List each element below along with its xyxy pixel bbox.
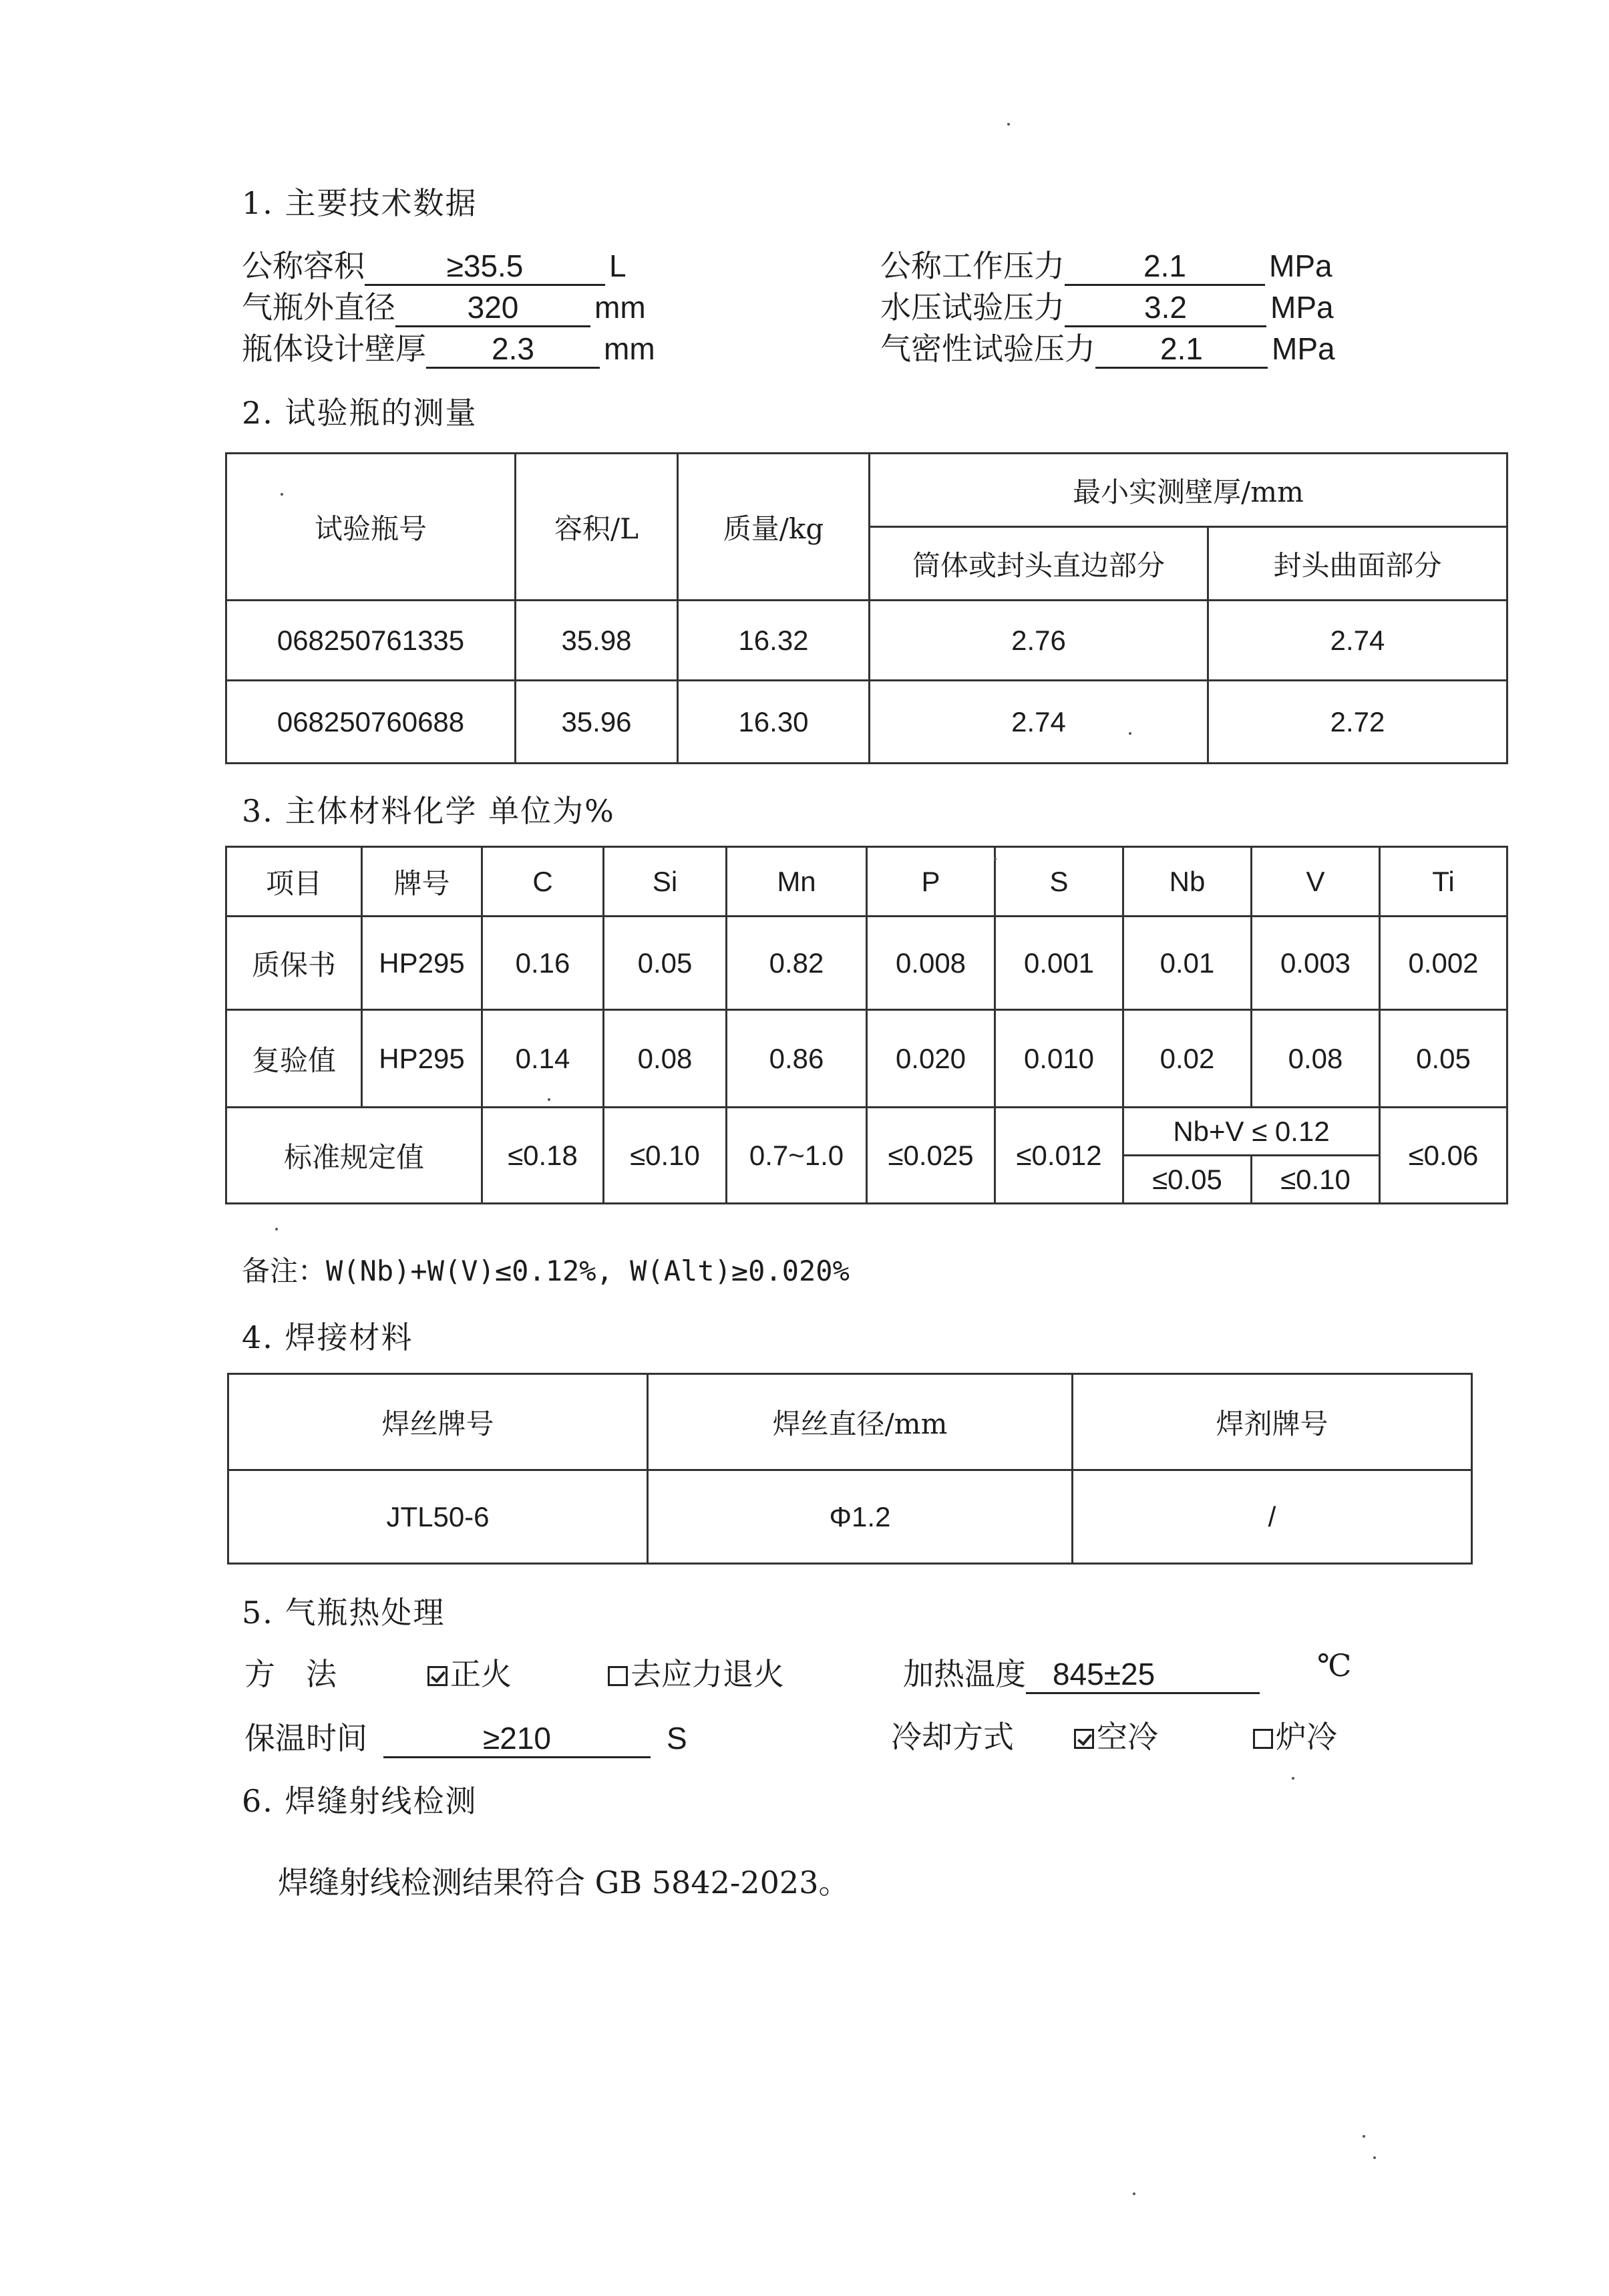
cell-straight: 2.76 — [870, 601, 1208, 681]
header-straight-part: 筒体或封头直边部分 — [870, 527, 1208, 601]
header-v: V — [1252, 847, 1380, 917]
cell-standard-label: 标准规定值 — [226, 1108, 482, 1204]
table-row — [226, 601, 1507, 681]
cell-wire-diameter: Φ1.2 — [648, 1470, 1073, 1564]
section-5-title: 5. 气瓶热处理 — [242, 1595, 445, 1631]
chemical-composition-table — [225, 846, 1508, 1204]
section-6-title: 6. 焊缝射线检测 — [242, 1783, 478, 1819]
cell-std-nbv: Nb+V ≤ 0.12 — [1123, 1108, 1380, 1156]
spec-value: ≥35.5 — [365, 248, 605, 286]
cell-std-v: ≤0.10 — [1252, 1156, 1380, 1204]
spec-outer-diameter — [242, 283, 646, 327]
option-label: 炉冷 — [1276, 1719, 1337, 1755]
spec-label: 公称工作压力 — [880, 248, 1065, 284]
table-row — [226, 1010, 1507, 1108]
spec-label: 气密性试验压力 — [880, 331, 1095, 367]
checkbox-checked-icon[interactable] — [1074, 1729, 1094, 1749]
cell-std-s: ≤0.012 — [995, 1108, 1123, 1204]
cooling-option-furnace[interactable] — [1253, 1713, 1337, 1757]
spec-unit: MPa — [1269, 249, 1332, 283]
hold-value: ≥210 — [383, 1720, 651, 1758]
method-option-stress-relief[interactable] — [608, 1650, 784, 1694]
cell-mass: 16.30 — [678, 681, 870, 764]
method-option-normalizing[interactable] — [427, 1650, 512, 1694]
spec-working-pressure — [880, 242, 1332, 286]
cell-std-ti: ≤0.06 — [1380, 1108, 1507, 1204]
scan-speck — [1363, 2135, 1365, 2138]
checkbox-checked-icon[interactable] — [427, 1666, 448, 1686]
cell-mn: 0.82 — [727, 917, 867, 1010]
scan-speck — [1133, 2192, 1135, 2195]
header-wire-grade: 焊丝牌号 — [228, 1374, 648, 1470]
cell-std-si: ≤0.10 — [604, 1108, 727, 1204]
cell-p: 0.008 — [867, 917, 995, 1010]
spec-hydro-pressure — [880, 283, 1334, 327]
heat-value: 845±25 — [1026, 1656, 1260, 1694]
scan-speck — [1292, 1777, 1294, 1780]
cell-grade: HP295 — [362, 1010, 482, 1108]
spec-unit: L — [609, 249, 627, 283]
cell-bottle-no: 068250760688 — [226, 681, 516, 764]
hold-unit: S — [667, 1721, 687, 1756]
spec-value: 2.1 — [1095, 331, 1268, 369]
cell-s: 0.001 — [995, 917, 1123, 1010]
holding-time — [244, 1714, 687, 1758]
cell-volume: 35.98 — [516, 601, 678, 681]
section-2-title: 2. 试验瓶的测量 — [242, 395, 478, 431]
cell-si: 0.08 — [604, 1010, 727, 1108]
spec-value: 3.2 — [1065, 289, 1266, 327]
cell-mass: 16.32 — [678, 601, 870, 681]
header-min-wall: 最小实测壁厚/mm — [870, 454, 1507, 527]
bottle-measurement-table — [225, 452, 1508, 764]
cell-std-c: ≤0.18 — [482, 1108, 604, 1204]
heating-temperature — [903, 1650, 1260, 1694]
cell-v: 0.08 — [1252, 1010, 1380, 1108]
cell-std-mn: 0.7~1.0 — [727, 1108, 867, 1204]
cell-grade: HP295 — [362, 917, 482, 1010]
header-mass: 质量/kg — [678, 454, 870, 601]
header-mn: Mn — [727, 847, 867, 917]
cell-item: 复验值 — [226, 1010, 362, 1108]
cell-ti: 0.05 — [1380, 1010, 1507, 1108]
header-item: 项目 — [226, 847, 362, 917]
cooling-label: 冷却方式 — [891, 1719, 1014, 1755]
header-s: S — [995, 847, 1123, 917]
table-row — [228, 1470, 1472, 1564]
cooling-option-air[interactable] — [1074, 1713, 1158, 1757]
cell-bottle-no: 068250761335 — [226, 601, 516, 681]
cell-ti: 0.002 — [1380, 917, 1507, 1010]
header-ti: Ti — [1380, 847, 1507, 917]
table-header-row — [226, 847, 1507, 917]
spec-value: 2.3 — [426, 331, 600, 369]
welding-material-table — [227, 1373, 1473, 1565]
standard-row — [226, 1108, 1507, 1156]
checkbox-unchecked-icon[interactable] — [1253, 1729, 1273, 1749]
cell-mn: 0.86 — [727, 1010, 867, 1108]
spec-unit: MPa — [1270, 290, 1334, 325]
header-wire-diameter: 焊丝直径/mm — [648, 1374, 1073, 1470]
heat-unit: ℃ — [1317, 1647, 1352, 1683]
header-c: C — [482, 847, 604, 917]
spec-label: 瓶体设计壁厚 — [242, 331, 426, 367]
cell-std-p: ≤0.025 — [867, 1108, 995, 1204]
header-volume: 容积/L — [516, 454, 678, 601]
scan-speck — [275, 1228, 278, 1231]
table-row — [226, 917, 1507, 1010]
option-label: 去应力退火 — [631, 1656, 784, 1692]
cell-nb: 0.01 — [1123, 917, 1252, 1010]
spec-unit: mm — [594, 290, 646, 325]
section-4-title: 4. 焊接材料 — [242, 1319, 413, 1355]
spec-nominal-volume — [242, 242, 627, 286]
cell-curved: 2.72 — [1208, 681, 1507, 764]
table-row — [226, 681, 1507, 764]
cell-curved: 2.74 — [1208, 601, 1507, 681]
section-3-title: 3. 主体材料化学 单位为% — [242, 793, 615, 829]
cell-p: 0.020 — [867, 1010, 995, 1108]
cell-std-nb: ≤0.05 — [1123, 1156, 1252, 1204]
scan-speck — [1007, 123, 1010, 126]
option-label: 正火 — [450, 1656, 512, 1692]
spec-label: 气瓶外直径 — [242, 289, 395, 325]
cell-item: 质保书 — [226, 917, 362, 1010]
scan-speck — [281, 493, 283, 496]
section-1-title: 1. 主要技术数据 — [242, 185, 478, 221]
header-bottle-no: 试验瓶号 — [226, 454, 516, 601]
header-nb: Nb — [1123, 847, 1252, 917]
scan-speck — [1129, 732, 1131, 735]
cell-si: 0.05 — [604, 917, 727, 1010]
table-header-row — [228, 1374, 1472, 1470]
header-curved-part: 封头曲面部分 — [1208, 527, 1507, 601]
spec-unit: mm — [604, 331, 655, 366]
spec-label: 公称容积 — [242, 248, 365, 284]
spec-label: 水压试验压力 — [880, 289, 1065, 325]
spec-value: 320 — [395, 289, 590, 327]
checkbox-unchecked-icon[interactable] — [608, 1666, 628, 1686]
cell-straight: 2.74 — [870, 681, 1208, 764]
method-label: 方 法 — [244, 1656, 337, 1692]
scan-speck — [994, 858, 997, 860]
scan-speck — [1373, 2156, 1376, 2159]
chemistry-note: 备注：W(Nb)+W(V)≤0.12%, W(Alt)≥0.020% — [242, 1255, 850, 1287]
cell-c: 0.16 — [482, 917, 604, 1010]
scan-speck — [548, 1098, 550, 1101]
radiography-result: 焊缝射线检测结果符合 GB 5842-2023。 — [278, 1864, 850, 1901]
header-p: P — [867, 847, 995, 917]
spec-wall-thickness — [242, 325, 655, 369]
cell-wire-grade: JTL50-6 — [228, 1470, 648, 1564]
hold-label: 保温时间 — [244, 1720, 367, 1756]
cell-volume: 35.96 — [516, 681, 678, 764]
header-si: Si — [604, 847, 727, 917]
cell-s: 0.010 — [995, 1010, 1123, 1108]
cell-v: 0.003 — [1252, 917, 1380, 1010]
spec-unit: MPa — [1272, 331, 1335, 366]
header-flux-grade: 焊剂牌号 — [1073, 1374, 1472, 1470]
cell-flux-grade: / — [1073, 1470, 1472, 1564]
spec-leak-pressure — [880, 325, 1335, 369]
header-grade: 牌号 — [362, 847, 482, 917]
heat-label: 加热温度 — [903, 1656, 1026, 1692]
cell-c: 0.14 — [482, 1010, 604, 1108]
cell-nb: 0.02 — [1123, 1010, 1252, 1108]
spec-value: 2.1 — [1065, 248, 1265, 286]
option-label: 空冷 — [1097, 1719, 1158, 1755]
